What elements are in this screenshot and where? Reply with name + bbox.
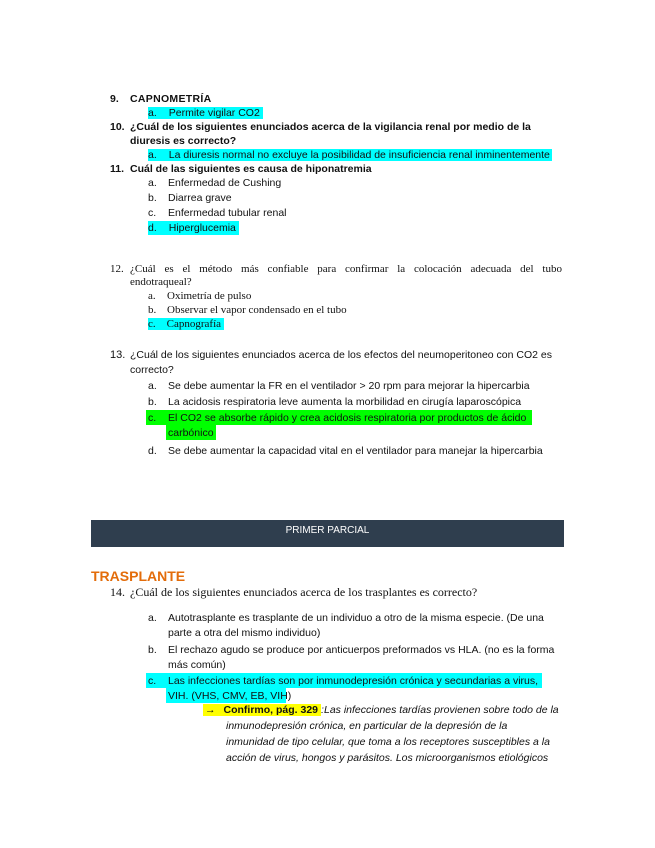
q9-option-a — [148, 106, 263, 120]
q14-option-b-line1: El rechazo agudo se produce por anticuerpos preformados vs HLA. (no es la forma — [168, 644, 555, 656]
q13-number: 13. — [110, 349, 126, 361]
q14-option-c: c. — [148, 675, 157, 687]
q13-option-c-text-line2: carbónico — [168, 427, 214, 439]
q13-option-a-text: Se debe aumentar la FR en el ventilador > 20 rpm para mejorar la hipercarbia — [168, 380, 530, 392]
q10-title-line2: diuresis es correcto? — [130, 135, 237, 147]
q14-note-line4: acción de virus, hongos y parásitos. Los microorganismos etiológicos — [226, 752, 549, 764]
q11-option-c-text: Enfermedad tubular renal — [168, 207, 287, 219]
option-letter: a. — [148, 107, 157, 119]
option-text: La diuresis normal no excluye la posibilidad de insuficiencia renal inminentemente — [168, 149, 550, 161]
q13-option-b-text: La acidosis respiratoria leve aumenta la morbilidad en cirugía laparoscópica — [168, 396, 522, 408]
q12-option-a: a. — [148, 290, 156, 302]
option-text: Permite vigilar CO2 — [168, 107, 260, 119]
q14-option-c-line1: Las infecciones tardías son por inmunodepresión crónica y secundarias a virus, — [168, 675, 539, 687]
q13-title-line2: correcto? — [130, 364, 174, 376]
q14-option-b: b. — [148, 644, 157, 656]
q14-number: 14. — [110, 585, 125, 599]
option-text: Hiperglucemia — [168, 222, 236, 234]
q12-title-line1: ¿Cuál es el método más confiable para confirmar la colocación adecuada del tubo — [130, 263, 562, 275]
section-heading-trasplante: TRASPLANTE — [91, 568, 186, 584]
q13-title-line1: ¿Cuál de los siguientes enunciados acerca de los efectos del neumoperitoneo con CO2 es — [130, 349, 553, 361]
q11-option-c — [148, 206, 156, 220]
q10-option-a — [148, 148, 552, 162]
q13-option-c: c. — [148, 412, 157, 424]
q12-option-c — [148, 317, 224, 331]
option-letter: c. — [148, 207, 157, 219]
q14-option-b-line2: más común) — [168, 659, 226, 671]
q12-option-b-text: Observar el vapor condensado en el tubo — [167, 304, 347, 316]
q11-option-a-text: Enfermedad de Cushing — [168, 177, 282, 189]
option-text: Capnografía — [166, 318, 222, 330]
q12-title-line2: endotraqueal? — [130, 276, 192, 288]
q12-option-b: b. — [148, 304, 157, 316]
q11-title: Cuál de las siguientes es causa de hiponatremia — [130, 163, 372, 175]
q14-note-line1: Las infecciones tardías provienen sobre todo de la — [324, 704, 559, 716]
option-letter: b. — [148, 192, 157, 204]
q12-number: 12. — [110, 263, 124, 275]
q11-option-b-text: Diarrea grave — [168, 192, 232, 204]
q14-option-a: a. — [148, 612, 157, 624]
note-colon: : — [321, 704, 324, 716]
q13-option-d-text: Se debe aumentar la capacidad vital en el ventilador para manejar la hipercarbia — [168, 445, 543, 457]
option-letter: d. — [148, 222, 157, 234]
q11-number: 11. — [110, 163, 125, 175]
option-letter: a. — [148, 177, 157, 189]
option-letter: c. — [148, 318, 156, 330]
arrow-icon: → — [205, 704, 216, 716]
q13-option-c-text: El CO2 se absorbe rápido y crea acidosis respiratoria por productos de ácido — [168, 412, 527, 424]
q13-option-d: d. — [148, 445, 157, 457]
q14-note-first-line — [203, 703, 324, 717]
q14-note-line2: inmunodepresión crónica, en particular de la depresión de la — [226, 720, 508, 732]
q10-number: 10. — [110, 121, 125, 133]
q14-note-line3: inmunidad de tipo celular, que toma a los receptores susceptibles a la — [226, 736, 550, 748]
note-label: Confirmo, pág. 329 — [223, 704, 319, 716]
q13-option-a: a. — [148, 380, 157, 392]
q10-title-line1: ¿Cuál de los siguientes enunciados acerca de la vigilancia renal por medio de la — [130, 121, 531, 133]
q14-title: ¿Cuál de los siguientes enunciados acerca de los trasplantes es correcto? — [130, 585, 478, 599]
q9-number: 9. — [110, 93, 119, 105]
q12-option-a-text: Oximetría de pulso — [167, 290, 252, 302]
q11-option-b — [148, 191, 157, 205]
option-letter: a. — [148, 149, 157, 161]
q11-option-d — [148, 221, 239, 235]
q11-option-a — [148, 176, 157, 190]
q13-option-b: b. — [148, 396, 157, 408]
q14-option-c-line2: VIH. (VHS, CMV, EB, VIH) — [168, 690, 292, 702]
q9-title: CAPNOMETRÍA — [130, 93, 212, 105]
primer-parcial-banner: PRIMER PARCIAL — [91, 520, 564, 547]
q14-option-a-line1: Autotrasplante es trasplante de un individuo a otro de la misma especie. (De una — [168, 612, 544, 624]
q14-option-a-line2: parte a otra del mismo individuo) — [168, 627, 321, 639]
